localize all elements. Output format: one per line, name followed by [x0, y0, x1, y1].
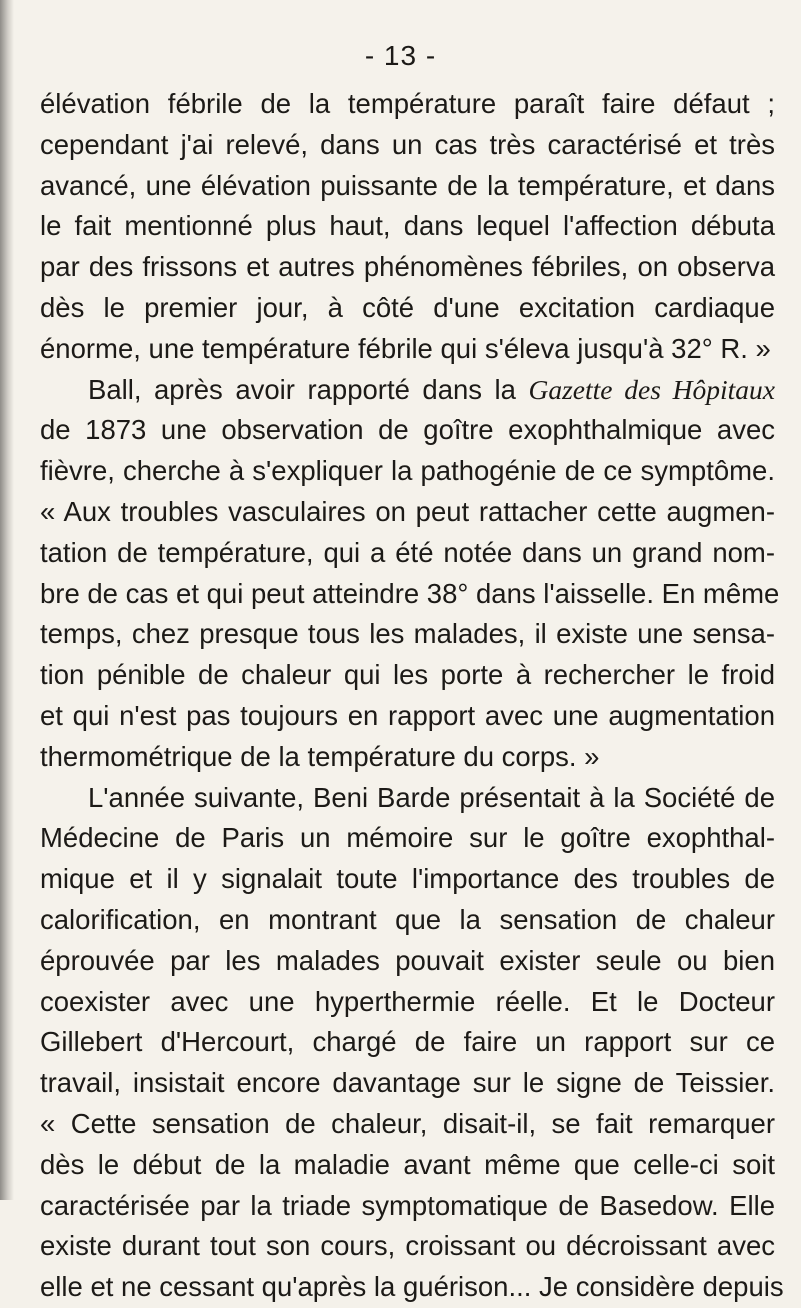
text-line-content: et qui n'est pas toujours en rapport avec une augmentation	[40, 699, 775, 731]
text-line	[40, 859, 775, 900]
text-line-content: coexister avec une hyperthermie réelle. Et le Docteur	[40, 985, 775, 1017]
text-line	[40, 818, 775, 859]
text-line-content: de 1873 une observation de goître exophthalmique avec	[40, 414, 775, 446]
text-line-content: élévation fébrile de la température paraît faire défaut ;	[40, 88, 775, 119]
text-line	[40, 533, 775, 574]
text-line	[40, 737, 775, 778]
body-text	[40, 84, 784, 1308]
text-line-content: bre de cas et qui peut atteindre 38° dans l'aisselle. En même	[40, 577, 780, 609]
text-line	[40, 655, 775, 696]
text-line	[40, 288, 775, 329]
text-line-content: tation de température, qui a été notée dans un grand nom-	[40, 536, 775, 568]
page-gutter-shadow	[0, 0, 14, 1200]
text-line-content: dès le début de la maladie avant même que celle-ci soit	[40, 1148, 775, 1180]
text-line	[40, 206, 775, 247]
text-line	[40, 1063, 775, 1104]
text-line	[40, 410, 775, 451]
text-line	[40, 900, 775, 941]
text-line-content: fièvre, cherche à s'expliquer la pathogénie de ce symptôme.	[40, 455, 775, 487]
text-line	[40, 492, 775, 533]
text-line	[40, 84, 775, 125]
text-line	[40, 778, 775, 819]
text-line-content: Ball, après avoir rapporté dans la	[88, 373, 529, 405]
text-line	[40, 1145, 775, 1186]
text-line-content: énorme, une température fébrile qui s'éleva jusqu'à 32° R. »	[40, 332, 771, 364]
text-line-content: « Aux troubles vasculaires on peut rattacher cette augmen-	[40, 495, 775, 527]
text-line-content: Médecine de Paris un mémoire sur le goître exophthal-	[40, 822, 775, 854]
text-line-content: travail, insistait encore davantage sur le signe de Teissier.	[40, 1067, 775, 1099]
text-line-content: L'année suivante, Beni Barde présentait à la Société de	[88, 781, 775, 813]
text-line-content: mique et il y signalait toute l'importance des troubles de	[40, 863, 775, 895]
text-line	[40, 1022, 775, 1063]
text-line-content: le fait mentionné plus haut, dans lequel l'affection débuta	[40, 210, 775, 242]
text-line-content: temps, chez presque tous les malades, il existe une sensa-	[40, 618, 775, 650]
text-line	[40, 574, 780, 615]
text-line	[40, 1104, 775, 1145]
text-line	[40, 166, 775, 207]
text-line-content: existe durant tout son cours, croissant ou décroissant avec	[40, 1230, 775, 1262]
text-line	[40, 247, 775, 288]
text-line	[40, 1267, 784, 1308]
text-line-content: éprouvée par les malades pouvait exister seule ou bien	[40, 944, 775, 976]
text-line	[40, 125, 775, 166]
text-line	[40, 370, 775, 411]
text-line	[40, 1226, 775, 1267]
text-line-content: par des frissons et autres phénomènes fébriles, on observa	[40, 251, 775, 283]
text-line-content: « Cette sensation de chaleur, disait-il, se fait remarquer	[40, 1107, 775, 1139]
text-line	[40, 1186, 775, 1227]
text-line-content: dès le premier jour, à côté d'une excitation cardiaque	[40, 291, 775, 323]
text-line	[40, 614, 775, 655]
text-line-content: caractérisée par la triade symptomatique de Basedow. Elle	[40, 1189, 775, 1221]
text-line	[40, 982, 775, 1023]
text-line-content: elle et ne cessant qu'après la guérison... Je considère depuis	[40, 1271, 784, 1303]
text-line	[40, 451, 775, 492]
text-line-content: cependant j'ai relevé, dans un cas très caractérisé et très	[40, 128, 775, 160]
text-line-content: avancé, une élévation puissante de la température, et dans	[40, 169, 775, 201]
italic-title: Gazette des Hôpitaux	[528, 373, 775, 405]
text-line-content: thermométrique de la température du corps. »	[40, 740, 600, 772]
text-line-content: calorification, en montrant que la sensation de chaleur	[40, 903, 775, 935]
text-line-content: Gillebert d'Hercourt, chargé de faire un rapport sur ce	[40, 1026, 775, 1058]
text-line	[40, 941, 775, 982]
text-line	[40, 696, 775, 737]
text-line	[40, 329, 775, 370]
page-number: - 13 -	[364, 40, 437, 71]
text-line-content: tion pénible de chaleur qui les porte à rechercher le froid	[40, 659, 775, 691]
